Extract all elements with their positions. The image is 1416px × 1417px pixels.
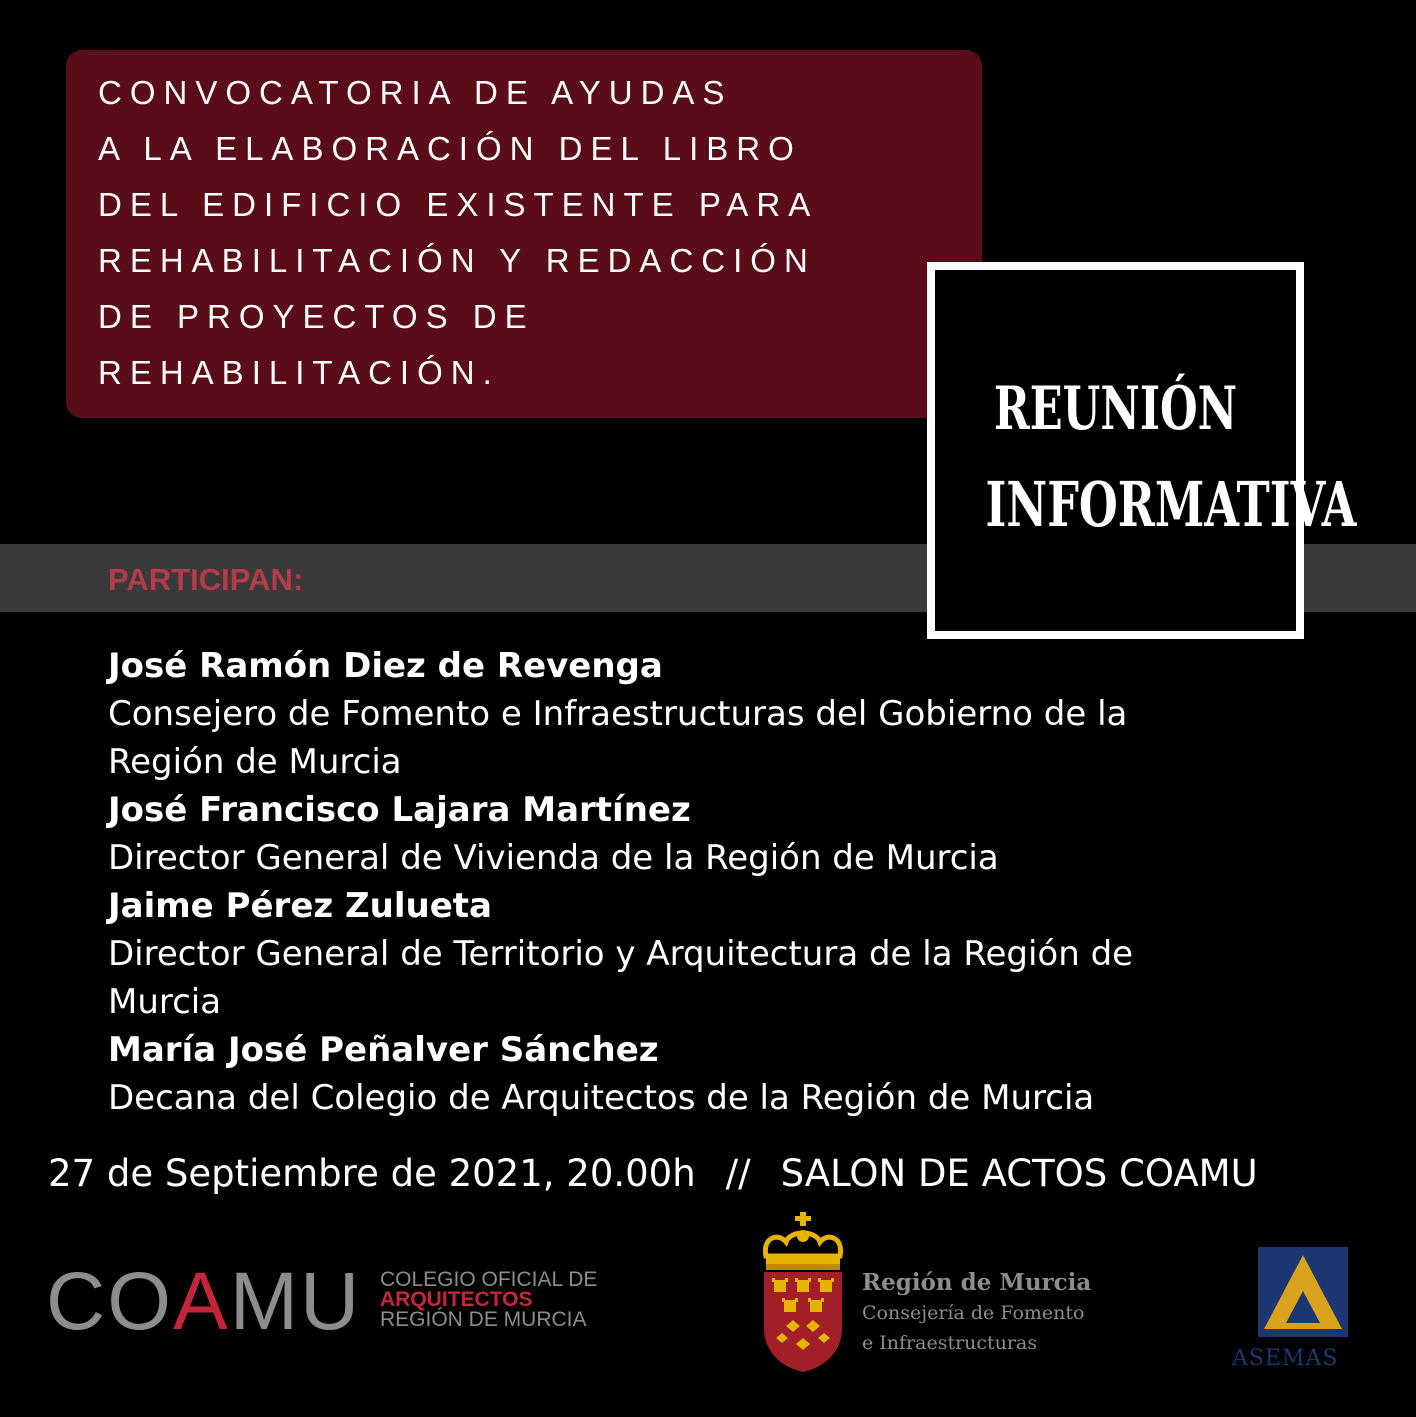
coamu-line-3: REGIÓN DE MURCIA <box>380 1308 587 1331</box>
coamu-logo <box>46 1256 616 1347</box>
participant-role: Consejero de Fomento e Infraestructuras del Gobierno de la <box>108 694 1128 734</box>
murcia-title: Región de Murcia <box>862 1269 1092 1296</box>
coamu-co: CO <box>46 1256 173 1347</box>
event-venue: SALON DE ACTOS COAMU <box>780 1152 1258 1195</box>
coamu-wordmark <box>46 1256 362 1347</box>
participants-label: PARTICIPAN: <box>108 562 304 597</box>
coamu-subtitle <box>380 1270 597 1330</box>
badge-line-1: REUNIÓN <box>993 374 1238 444</box>
murcia-line-1: Consejería de Fomento <box>862 1302 1085 1324</box>
participants-list <box>108 642 1308 1122</box>
participant-name: José Ramón Diez de Revenga <box>108 646 663 686</box>
title-box <box>66 50 982 418</box>
coamu-a: A <box>173 1256 230 1347</box>
participant-role: Región de Murcia <box>108 742 402 782</box>
event-info <box>48 1152 1388 1195</box>
event-datetime: 27 de Septiembre de 2021, 20.00h <box>48 1152 696 1195</box>
event-separator: // <box>725 1152 751 1195</box>
reunion-badge <box>927 262 1357 639</box>
participant-role: Murcia <box>108 982 222 1022</box>
coamu-mu: MU <box>229 1256 362 1347</box>
participant-role: Director General de Territorio y Arquitectura de la Región de <box>108 934 1134 974</box>
murcia-text <box>862 1268 1091 1358</box>
badge-line-2: INFORMATIVA <box>985 468 1357 541</box>
participant-name: Jaime Pérez Zulueta <box>108 886 492 926</box>
asemas-logo-icon <box>1258 1247 1348 1337</box>
title-line-1: CONVOCATORIA DE AYUDAS <box>98 74 733 111</box>
coamu-line-1: COLEGIO OFICIAL DE <box>380 1268 598 1291</box>
coamu-line-2: ARQUITECTOS <box>380 1288 533 1311</box>
asemas-label: ASEMAS <box>1232 1346 1339 1371</box>
title-line-6: REHABILITACIÓN. <box>98 354 500 391</box>
murcia-line-2: e Infraestructuras <box>862 1332 1038 1354</box>
participant-role: Director General de Vivienda de la Región de Murcia <box>108 838 999 878</box>
title-line-3: DEL EDIFICIO EXISTENTE PARA <box>98 186 819 223</box>
participant-name: José Francisco Lajara Martínez <box>108 790 691 830</box>
title-line-2: A LA ELABORACIÓN DEL LIBRO <box>98 130 802 167</box>
murcia-crest-icon <box>760 1212 846 1374</box>
title-line-4: REHABILITACIÓN Y REDACCIÓN <box>98 242 816 279</box>
title-line-5: DE PROYECTOS DE <box>98 298 535 335</box>
participant-name: María José Peñalver Sánchez <box>108 1030 659 1070</box>
participant-role: Decana del Colegio de Arquitectos de la Región de Murcia <box>108 1078 1095 1118</box>
